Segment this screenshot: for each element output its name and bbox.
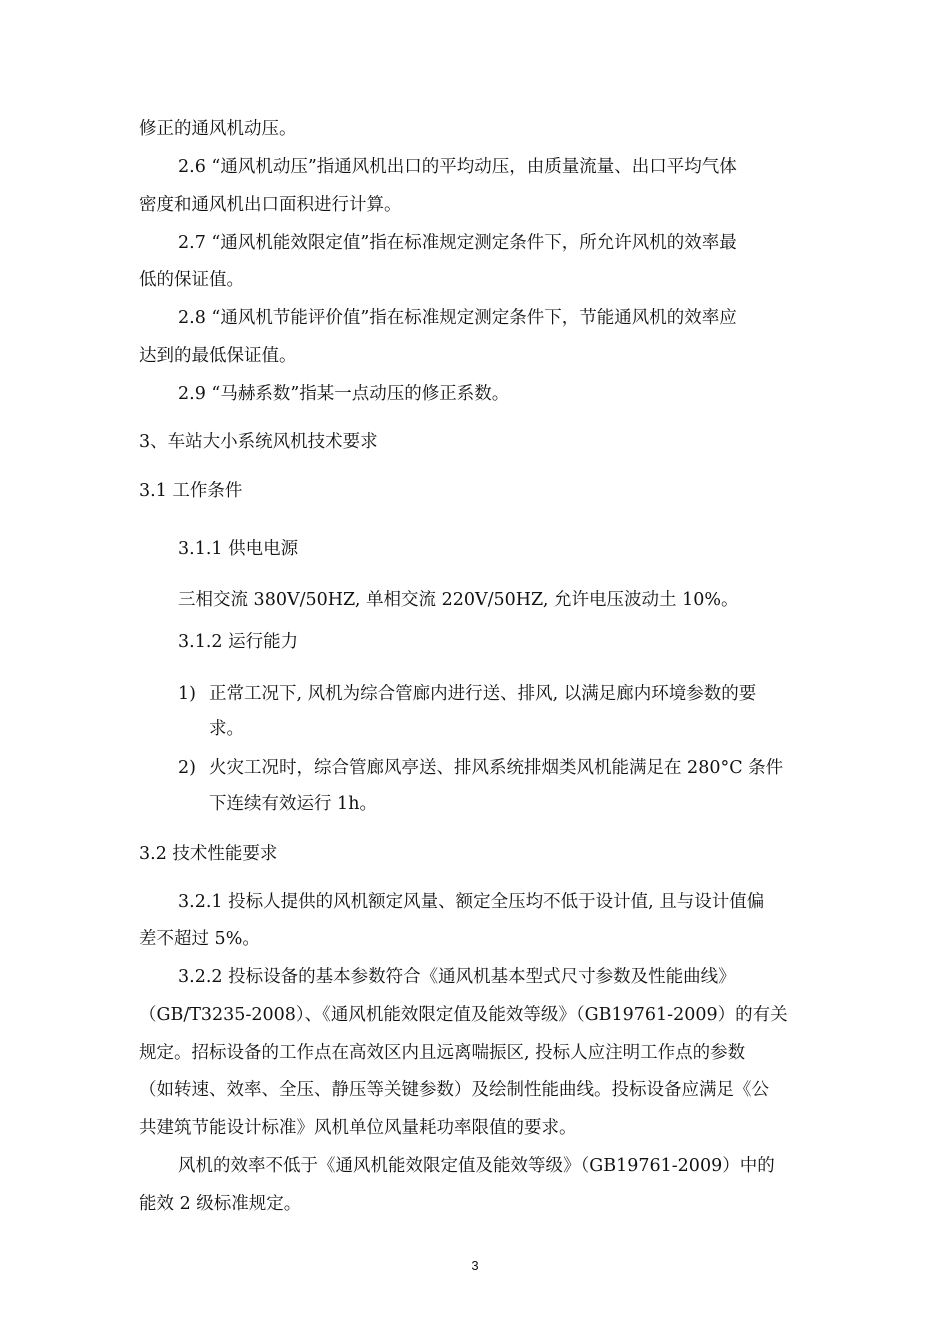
text-line: （GB/T3235-2008）、《通风机能效限定值及能效等级》（GB19761-2009）的有关 [139, 1005, 788, 1025]
list-item-1-cont: 求。 [209, 719, 244, 739]
text-line: 能效 2 级标准规定。 [139, 1194, 302, 1214]
text-line: 低的保证值。 [139, 270, 244, 290]
list-item-1: 正常工况下, 风机为综合管廊内进行送、排风, 以满足廊内环境参数的要 [209, 684, 757, 704]
list-marker-1: 1) [178, 684, 196, 704]
text-line: 修正的通风机动压。 [139, 119, 297, 139]
text-line: （如转速、效率、全压、静压等关键参数）及绘制性能曲线。投标设备应满足《公 [139, 1080, 769, 1100]
list-item-2-cont: 下连续有效运行 1h。 [209, 794, 377, 814]
clause-3-2-2: 3.2.2 投标设备的基本参数符合《通风机基本型式尺寸参数及性能曲线》 [178, 967, 736, 987]
section-heading-3: 3、车站大小系统风机技术要求 [139, 432, 378, 452]
list-item-2: 火灾工况时，综合管廊风亭送、排风系统排烟类风机能满足在 280°C 条件 [209, 758, 784, 778]
power-supply-text: 三相交流 380V/50HZ, 单相交流 220V/50HZ, 允许电压波动土 10%。 [178, 590, 739, 610]
page-number: 3 [471, 1258, 479, 1273]
subsection-3-1-2: 3.1.2 运行能力 [178, 632, 299, 652]
clause-2-9: 2.9 “马赫系数”指某一点动压的修正系数。 [178, 384, 510, 404]
text-line: 达到的最低保证值。 [139, 346, 297, 366]
fan-efficiency-text: 风机的效率不低于《通风机能效限定值及能效等级》（GB19761-2009）中的 [178, 1156, 775, 1176]
clause-3-2-1: 3.2.1 投标人提供的风机额定风量、额定全压均不低于设计值, 且与设计值偏 [178, 892, 765, 912]
clause-2-6: 2.6 “通风机动压”指通风机出口的平均动压，由质量流量、出口平均气体 [178, 157, 737, 177]
text-line: 差不超过 5%。 [139, 929, 260, 949]
text-line: 共建筑节能设计标准》风机单位风量耗功率限值的要求。 [139, 1118, 577, 1138]
subsection-3-1-1: 3.1.1 供电电源 [178, 539, 299, 559]
clause-2-8: 2.8 “通风机节能评价值”指在标准规定测定条件下，节能通风机的效率应 [178, 308, 737, 328]
section-heading-3-2: 3.2 技术性能要求 [139, 844, 278, 864]
text-line: 规定。招标设备的工作点在高效区内且远离喘振区, 投标人应注明工作点的参数 [139, 1043, 746, 1063]
clause-2-7: 2.7 “通风机能效限定值”指在标准规定测定条件下，所允许风机的效率最 [178, 233, 737, 253]
list-marker-2: 2) [178, 758, 196, 778]
section-heading-3-1: 3.1 工作条件 [139, 481, 243, 501]
text-line: 密度和通风机出口面积进行计算。 [139, 195, 402, 215]
